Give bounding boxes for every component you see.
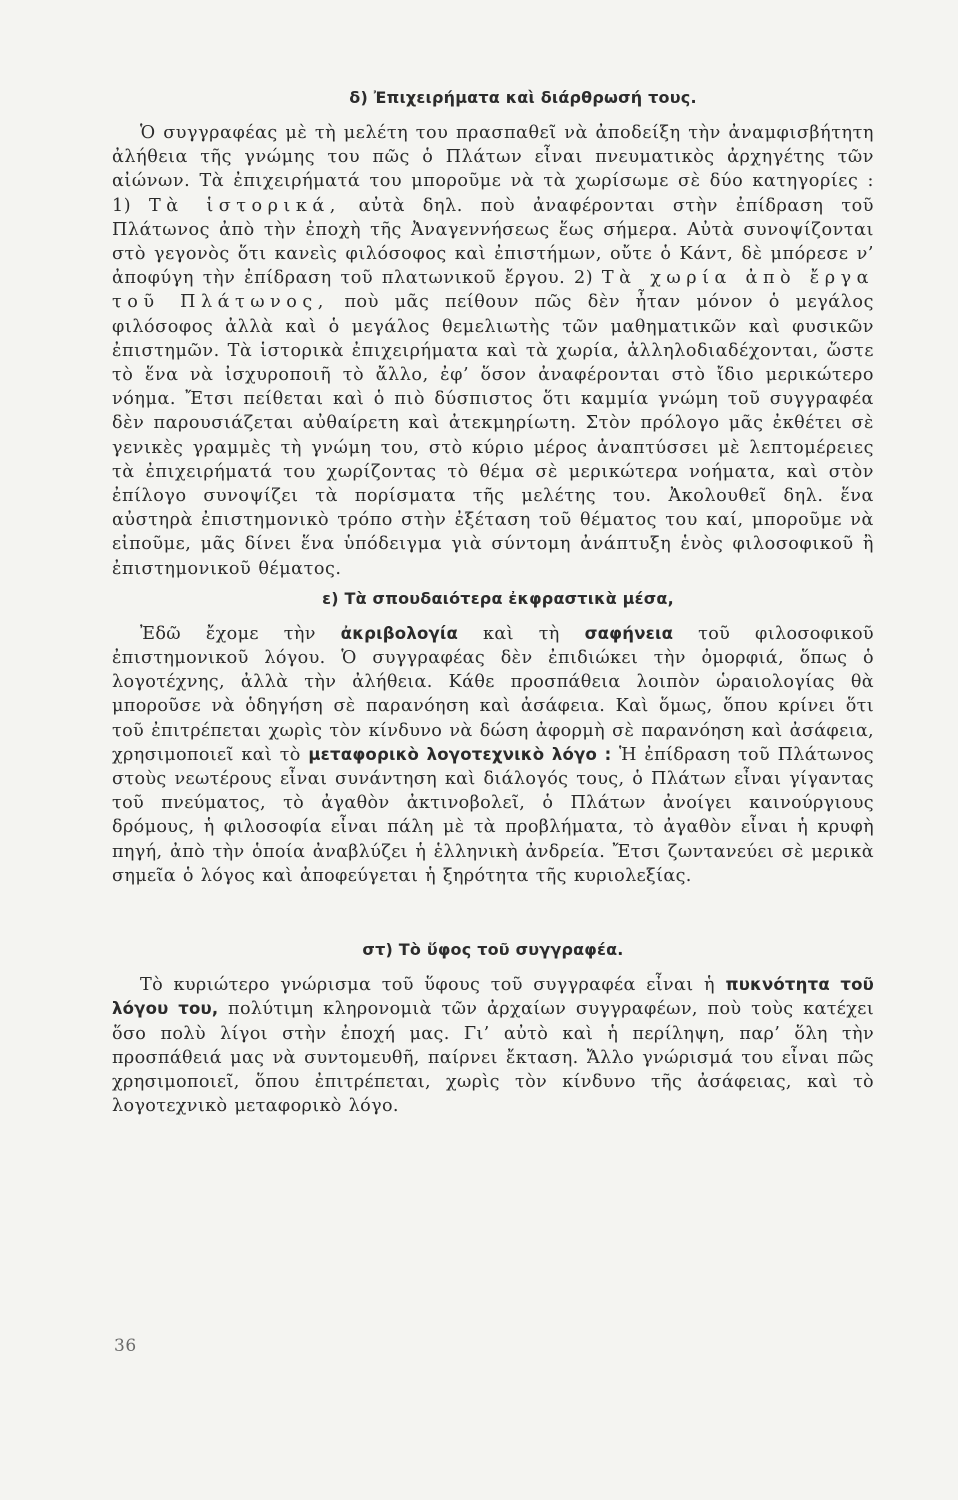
page-number: 36 [114,1336,137,1356]
spaced-term-passages: Τὰ χωρία ἀπὸ ἔργα τοῦ Πλάτωνος, [112,268,874,313]
text-run: τοῦ φιλοσοφικοῦ ἐπιστημονικοῦ λόγου. Ὁ συγγραφέας δὲν ἐπιδιώκει τὴν ὀμορφιά, ὅπως ὁ λογοτέχνης, ἀλλὰ τὴν ἀλήθεια. Κάθε προσπάθεια λοιπὸν ὡραιολογίας θὰ μποροῦσε νὰ ὁδηγήση σὲ παρανόηση καὶ ἀσάφεια. Καὶ ὅμως, ὅπου κρίνει ὅτι τοῦ ἐπιτρέπεται χωρὶς τὸν κίνδυνο νὰ δώση ἀφορμὴ σὲ παρανόηση καὶ ἀσάφεια, χρησιμοποιεῖ καὶ τὸ [112,623,874,765]
text-run: Τὸ κυριώτερο γνώρισμα τοῦ ὕφους τοῦ συγγραφέα εἶναι ἡ [140,975,715,996]
text-run: Ὁ συγγραφέας μὲ τὴ μελέτη του πρασπαθεῖ νὰ ἀποδείξη τὴν ἀναμφισβήτητη ἀλήθεια τῆς γνώμης του πῶς ὁ Πλάτων εἶναι πνευματικὸς ἀρχηγέτης τῶν αἰώνων. Τὰ ἐπιχειρήματά του μποροῦμε νὰ τὰ χωρίσωμε σὲ δύο κατηγορίες : 1) [112,123,874,216]
bold-term-clarity: σαφήνεια [584,623,674,643]
section-heading-st: στ) Τὸ ὕφος τοῦ συγγραφέα. [362,940,624,960]
section-heading-epsilon: ε) Τὰ σπουδαιότερα ἐκφραστικὰ μέσα, [322,588,674,608]
bold-term-precision: ἀκριβολογία [340,623,459,643]
text-run: Ἐδῶ ἔχομε τὴν [140,623,316,644]
paragraph-arguments [112,121,874,581]
paragraph-expressive-means [112,622,874,888]
text-run: Ἡ ἐπίδραση τοῦ Πλάτωνος στοὺς νεωτέρους εἶναι συνάντηση καὶ διάλογός τους, ὁ Πλάτων εἶναι γίγαντας τοῦ πνεύματος, τὸ ἀγαθὸν ἀκτινοβολεῖ, ὁ Πλάτων ἀνοίγει καινούργιους δρόμους, ἡ φιλοσοφία εἶναι πάλη μὲ τὰ προβλήματα, τὸ ἀγαθὸν εἶναι ἡ κρυφὴ πηγή, ἀπὸ τὴν ὁποία ἀναβλύζει ἡ ἑλληνικὴ ἀνδρεία. Ἔτσι ζωντανεύει σὲ μερικὰ σημεῖα ὁ λόγος καὶ ἀποφεύγεται ἡ ξηρότητα τῆς κυριολεξίας. [112,744,875,886]
text-run: καὶ τὴ [483,623,560,644]
spaced-term-historical: Τὰ ἱστορικά, [148,195,341,216]
text-run: πολύτιμη κληρονομιὰ τῶν ἀρχαίων συγγραφέων, ποὺ τοὺς κατέχει ὅσο πολὺ λίγοι στὴν ἐποχή μας. Γι’ αὐτὸ καὶ ἡ περίληψη, παρ’ ὅλη τὴν προσπάθειά μας νὰ συντομευθῆ, παίρνει ἔκταση. Ἄλλο γνώρισμά του εἶναι πῶς χρησιμοποιεῖ, ὅπου ἐπιτρέπεται, χωρὶς τὸν κίνδυνο τῆς ἀσάφειας, καὶ τὸ λογοτεχνικὸ μεταφορικὸ λόγο. [112,999,875,1117]
bold-term-metaphorical-speech: μεταφορικὸ λογοτεχνικὸ λόγο : [308,744,612,764]
text-run: ποὺ μᾶς πείθουν πῶς δὲν ἦταν μόνον ὁ μεγάλος φιλόσοφος ἀλλὰ καὶ ὁ μεγάλος θεμελιωτὴς τῶν μαθηματικῶν καὶ φυσικῶν ἐπιστημῶν. Τὰ ἱστορικὰ ἐπιχειρήματα καὶ τὰ χωρία, ἀλληλοδιαδέχονται, ὥστε τὸ ἕνα νὰ ἰσχυροποιῆ τὸ ἄλλο, ἐφ’ ὅσον ἀναφέρονται στὸ ἴδιο μερικώτερο νόημα. Ἔτσι πείθεται καὶ ὁ πιὸ δύσπιστος ὅτι καμμία γνώμη τοῦ συγγραφέα δὲν παρουσιάζεται αὐθαίρετη καὶ ἀτεκμηρίωτη. Στὸν πρόλογο μᾶς ἐκθέτει σὲ γενικὲς γραμμὲς τὴ γνώμη του, στὸ κύριο μέρος ἀναπτύσσει μὲ λεπτομέρειες τὰ ἐπιχειρήματά του χωρίζοντας τὸ θέμα σὲ μερικώτερα νοήματα, καὶ στὸν ἐπίλογο συνοψίζει τὰ πορίσματα τῆς μελέτης του. Ἀκολουθεῖ δηλ. ἕνα αὐστηρὰ ἐπιστημονικὸ τρόπο στὴν ἐξέταση τοῦ θέματος του καί, μποροῦμε νὰ εἰποῦμε, μᾶς δίνει ἕνα ὑπόδειγμα γιὰ σύντομη ἀνάπτυξη ἑνὸς φιλοσοφικοῦ ἢ ἐπιστημονικοῦ θέματος. [112,292,874,579]
paragraph-style [112,973,874,1118]
page-content [112,88,874,1118]
bold-term-density: πυκνότητα τοῦ λόγου του, [112,975,874,1019]
text-run: αὐτὰ δηλ. ποὺ ἀναφέρονται στὴν ἐπίδραση τοῦ Πλάτωνος ἀπὸ τὴν ἐποχὴ τῆς Ἀναγεννήσεως ἕως σήμερα. Αὐτὰ συνοψίζονται στὸ γεγονὸς ὅτι κανεὶς φιλόσοφος καὶ ἐπιστήμων, οὔτε ὁ Κάντ, δὲ μπόρεσε ν’ ἀποφύγη τὴν ἐπίδραση τοῦ πλατωνικοῦ ἔργου. 2) [112,195,874,289]
section-heading-delta: δ) Ἐπιχειρήματα καὶ διάρθρωσή τους. [349,88,697,107]
